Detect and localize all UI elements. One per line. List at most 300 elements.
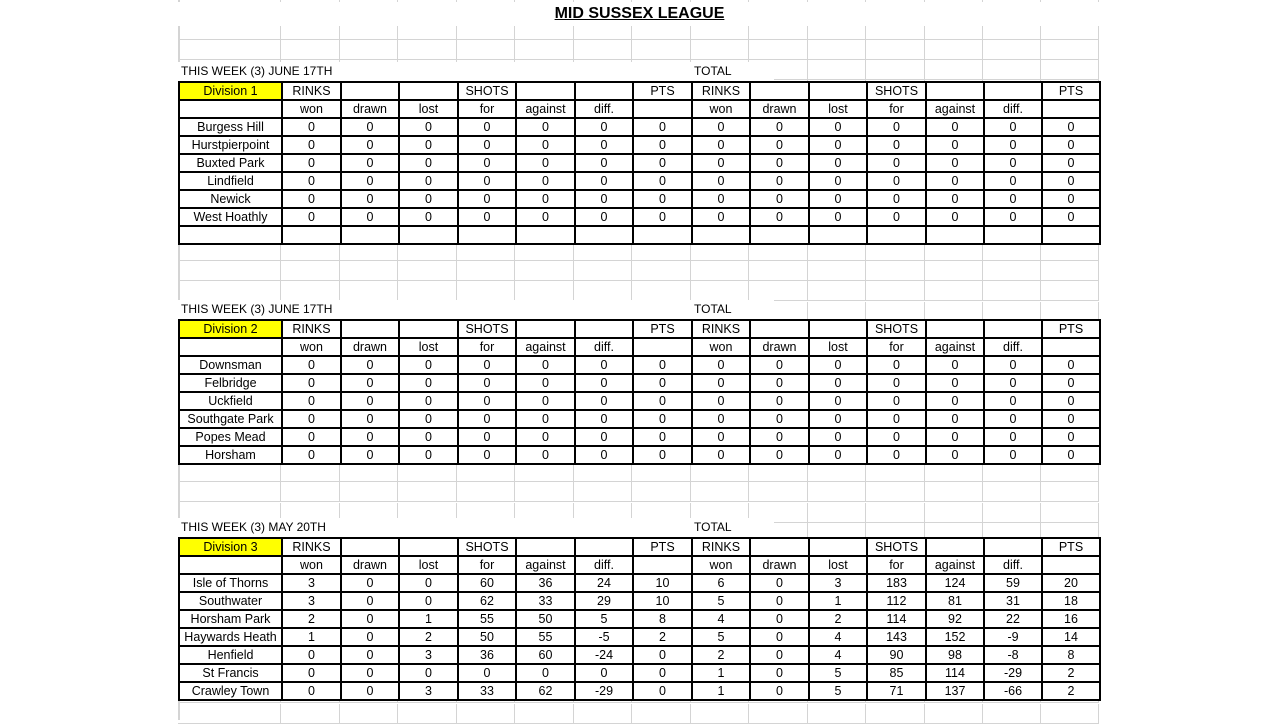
week-lost-cell: 0 (399, 410, 458, 428)
total-lost-cell: 0 (809, 428, 867, 446)
week-diff-cell: 0 (575, 118, 633, 136)
total-against-cell: 0 (926, 428, 984, 446)
week-won-cell: 0 (282, 356, 341, 374)
week-diff-cell: 0 (575, 428, 633, 446)
total-lost-cell: 0 (809, 410, 867, 428)
total-won-header: won (692, 338, 750, 356)
week-drawn-cell: 0 (341, 446, 399, 464)
blank-cell (516, 82, 575, 100)
table-row (179, 154, 1100, 172)
week-against-cell: 62 (516, 682, 575, 700)
week-won-cell: 0 (282, 682, 341, 700)
total-for-cell: 114 (867, 610, 926, 628)
total-drawn-cell: 0 (750, 190, 809, 208)
week-diff-cell: -24 (575, 646, 633, 664)
week-against-cell: 0 (516, 410, 575, 428)
total-pts-cell: 16 (1042, 610, 1100, 628)
won-header: won (282, 100, 341, 118)
week-pts-cell: 0 (633, 154, 692, 172)
blank-cell (1042, 226, 1100, 244)
total-for-cell: 90 (867, 646, 926, 664)
week-for-cell: 0 (458, 446, 516, 464)
diff-header: diff. (575, 338, 633, 356)
total-drawn-cell: 0 (750, 392, 809, 410)
team-name: Newick (179, 190, 282, 208)
total-lost-cell: 1 (809, 592, 867, 610)
week-won-cell: 0 (282, 392, 341, 410)
total-drawn-cell: 0 (750, 410, 809, 428)
total-drawn-cell: 0 (750, 682, 809, 700)
week-pts-cell: 0 (633, 356, 692, 374)
total-drawn-cell: 0 (750, 356, 809, 374)
team-name: Burgess Hill (179, 118, 282, 136)
total-diff-cell: 0 (984, 428, 1042, 446)
total-for-header: for (867, 556, 926, 574)
total-diff-cell: 22 (984, 610, 1042, 628)
total-against-header: against (926, 100, 984, 118)
total-pts-cell: 8 (1042, 646, 1100, 664)
total-drawn-header: drawn (750, 338, 809, 356)
total-for-cell: 0 (867, 446, 926, 464)
team-name: Felbridge (179, 374, 282, 392)
blank-cell (179, 338, 282, 356)
total-against-cell: 0 (926, 208, 984, 226)
total-drawn-cell: 0 (750, 136, 809, 154)
blank-cell (692, 226, 750, 244)
week-for-cell: 0 (458, 136, 516, 154)
total-diff-cell: -9 (984, 628, 1042, 646)
total-won-cell: 5 (692, 592, 750, 610)
week-drawn-cell: 0 (341, 610, 399, 628)
week-lost-cell: 0 (399, 208, 458, 226)
week-won-cell: 0 (282, 410, 341, 428)
week-drawn-cell: 0 (341, 574, 399, 592)
total-won-cell: 0 (692, 428, 750, 446)
total-won-cell: 0 (692, 446, 750, 464)
total-rinks-header: RINKS (692, 320, 750, 338)
total-against-cell: 0 (926, 356, 984, 374)
team-name: Horsham Park (179, 610, 282, 628)
team-name: Southwater (179, 592, 282, 610)
pts-header: PTS (633, 82, 692, 100)
week-drawn-cell: 0 (341, 208, 399, 226)
for-header: for (458, 338, 516, 356)
total-for-cell: 0 (867, 392, 926, 410)
week-drawn-cell: 0 (341, 190, 399, 208)
total-pts-header: PTS (1042, 82, 1100, 100)
total-rinks-header: RINKS (692, 538, 750, 556)
table-row (179, 428, 1100, 446)
blank-cell (282, 226, 341, 244)
team-name: Popes Mead (179, 428, 282, 446)
week-pts-cell: 0 (633, 664, 692, 682)
week-for-cell: 0 (458, 664, 516, 682)
total-pts-cell: 0 (1042, 374, 1100, 392)
week-for-cell: 0 (458, 356, 516, 374)
blank-cell (575, 538, 633, 556)
lost-header: lost (399, 338, 458, 356)
blank-row (179, 226, 1100, 244)
total-against-cell: 0 (926, 392, 984, 410)
week-against-cell: 0 (516, 118, 575, 136)
week-for-cell: 0 (458, 190, 516, 208)
week-diff-cell: -5 (575, 628, 633, 646)
pts-header: PTS (633, 320, 692, 338)
total-pts-cell: 0 (1042, 428, 1100, 446)
team-name: Downsman (179, 356, 282, 374)
week-lost-cell: 0 (399, 154, 458, 172)
total-pts-cell: 2 (1042, 682, 1100, 700)
blank-cell (867, 226, 926, 244)
week-diff-cell: 0 (575, 190, 633, 208)
total-pts-cell: 0 (1042, 118, 1100, 136)
shots-header: SHOTS (458, 538, 516, 556)
total-for-cell: 0 (867, 136, 926, 154)
week-diff-cell: 24 (575, 574, 633, 592)
total-for-cell: 71 (867, 682, 926, 700)
total-lost-cell: 0 (809, 154, 867, 172)
blank-cell (984, 82, 1042, 100)
total-drawn-cell: 0 (750, 446, 809, 464)
week-diff-cell: 0 (575, 374, 633, 392)
blank-cell (516, 538, 575, 556)
blank-cell (575, 320, 633, 338)
week-lost-cell: 0 (399, 374, 458, 392)
blank-cell (633, 226, 692, 244)
week-against-cell: 0 (516, 208, 575, 226)
week-for-cell: 33 (458, 682, 516, 700)
blank-cell (399, 82, 458, 100)
week-diff-cell: 0 (575, 208, 633, 226)
total-lost-cell: 0 (809, 356, 867, 374)
week-against-cell: 36 (516, 574, 575, 592)
total-diff-cell: 0 (984, 356, 1042, 374)
week-lost-cell: 0 (399, 118, 458, 136)
table-row (179, 682, 1100, 700)
total-for-cell: 0 (867, 118, 926, 136)
blank-cell (399, 538, 458, 556)
table-row (179, 374, 1100, 392)
week-for-cell: 0 (458, 374, 516, 392)
total-against-cell: 98 (926, 646, 984, 664)
blank-cell (633, 338, 692, 356)
blank-cell (809, 538, 867, 556)
total-won-cell: 0 (692, 374, 750, 392)
against-header: against (516, 338, 575, 356)
header-row (179, 538, 1100, 556)
week-pts-cell: 10 (633, 592, 692, 610)
week-pts-cell: 0 (633, 172, 692, 190)
shots-header: SHOTS (458, 320, 516, 338)
week-won-cell: 0 (282, 428, 341, 446)
week-drawn-cell: 0 (341, 428, 399, 446)
won-header: won (282, 338, 341, 356)
total-for-cell: 0 (867, 374, 926, 392)
week-drawn-cell: 0 (341, 682, 399, 700)
week-drawn-cell: 0 (341, 154, 399, 172)
total-won-cell: 1 (692, 682, 750, 700)
total-against-cell: 124 (926, 574, 984, 592)
division-table (178, 81, 1101, 245)
blank-cell (1042, 338, 1100, 356)
total-drawn-cell: 0 (750, 574, 809, 592)
table-row (179, 190, 1100, 208)
total-won-cell: 0 (692, 118, 750, 136)
blank-cell (1042, 556, 1100, 574)
total-won-cell: 2 (692, 646, 750, 664)
week-against-cell: 0 (516, 664, 575, 682)
total-drawn-header: drawn (750, 100, 809, 118)
total-for-cell: 0 (867, 172, 926, 190)
week-diff-cell: 0 (575, 136, 633, 154)
division-name: Division 2 (179, 320, 282, 338)
header-row (179, 82, 1100, 100)
week-diff-cell: 0 (575, 446, 633, 464)
week-lost-cell: 0 (399, 172, 458, 190)
total-lost-cell: 5 (809, 682, 867, 700)
total-pts-cell: 0 (1042, 190, 1100, 208)
week-against-cell: 60 (516, 646, 575, 664)
total-diff-header: diff. (984, 338, 1042, 356)
total-won-cell: 0 (692, 208, 750, 226)
total-lost-cell: 0 (809, 392, 867, 410)
pts-header: PTS (633, 538, 692, 556)
blank-cell (399, 226, 458, 244)
division-name: Division 1 (179, 82, 282, 100)
blank-cell (341, 82, 399, 100)
blank-cell (984, 320, 1042, 338)
total-diff-cell: 31 (984, 592, 1042, 610)
total-pts-cell: 0 (1042, 154, 1100, 172)
total-against-cell: 152 (926, 628, 984, 646)
subheader-row (179, 100, 1100, 118)
total-won-cell: 1 (692, 664, 750, 682)
total-pts-cell: 0 (1042, 136, 1100, 154)
week-lost-cell: 2 (399, 628, 458, 646)
week-pts-cell: 0 (633, 190, 692, 208)
total-diff-cell: 0 (984, 446, 1042, 464)
page-title: MID SUSSEX LEAGUE (178, 2, 1101, 26)
week-diff-cell: 0 (575, 410, 633, 428)
week-diff-cell: 0 (575, 172, 633, 190)
total-for-cell: 112 (867, 592, 926, 610)
total-for-header: for (867, 338, 926, 356)
diff-header: diff. (575, 556, 633, 574)
total-won-cell: 0 (692, 154, 750, 172)
subheader-row (179, 556, 1100, 574)
week-label: THIS WEEK (3) MAY 20TH (178, 518, 691, 537)
total-drawn-cell: 0 (750, 610, 809, 628)
blank-cell (179, 100, 282, 118)
week-pts-cell: 0 (633, 646, 692, 664)
table-row (179, 136, 1100, 154)
total-drawn-cell: 0 (750, 428, 809, 446)
week-pts-cell: 0 (633, 446, 692, 464)
blank-cell (809, 82, 867, 100)
week-pts-cell: 0 (633, 428, 692, 446)
total-pts-cell: 0 (1042, 208, 1100, 226)
week-drawn-cell: 0 (341, 136, 399, 154)
week-for-cell: 36 (458, 646, 516, 664)
total-won-header: won (692, 556, 750, 574)
blank-cell (341, 320, 399, 338)
blank-cell (633, 556, 692, 574)
table-row (179, 446, 1100, 464)
week-label: THIS WEEK (3) JUNE 17TH (178, 62, 691, 81)
week-against-cell: 0 (516, 172, 575, 190)
blank-cell (516, 320, 575, 338)
total-against-cell: 0 (926, 190, 984, 208)
week-won-cell: 0 (282, 118, 341, 136)
week-diff-cell: -29 (575, 682, 633, 700)
total-against-cell: 0 (926, 118, 984, 136)
subheader-row (179, 338, 1100, 356)
week-against-cell: 0 (516, 374, 575, 392)
week-lost-cell: 1 (399, 610, 458, 628)
total-drawn-cell: 0 (750, 374, 809, 392)
division-name: Division 3 (179, 538, 282, 556)
total-for-cell: 0 (867, 356, 926, 374)
week-won-cell: 3 (282, 574, 341, 592)
blank-cell (575, 82, 633, 100)
total-diff-cell: 0 (984, 190, 1042, 208)
total-rinks-header: RINKS (692, 82, 750, 100)
blank-cell (633, 100, 692, 118)
total-against-cell: 0 (926, 136, 984, 154)
blank-cell (516, 226, 575, 244)
total-diff-cell: 0 (984, 154, 1042, 172)
total-won-header: won (692, 100, 750, 118)
week-won-cell: 0 (282, 154, 341, 172)
week-drawn-cell: 0 (341, 646, 399, 664)
blank-cell (750, 538, 809, 556)
team-name: Uckfield (179, 392, 282, 410)
total-lost-header: lost (809, 100, 867, 118)
week-drawn-cell: 0 (341, 374, 399, 392)
table-row (179, 356, 1100, 374)
week-lost-cell: 3 (399, 682, 458, 700)
week-for-cell: 0 (458, 428, 516, 446)
total-label: TOTAL (691, 300, 774, 319)
total-won-cell: 0 (692, 172, 750, 190)
total-lost-cell: 0 (809, 136, 867, 154)
table-row (179, 172, 1100, 190)
week-for-cell: 0 (458, 172, 516, 190)
week-for-cell: 55 (458, 610, 516, 628)
blank-cell (809, 320, 867, 338)
week-for-cell: 0 (458, 410, 516, 428)
week-drawn-cell: 0 (341, 628, 399, 646)
blank-cell (750, 320, 809, 338)
total-for-cell: 143 (867, 628, 926, 646)
week-against-cell: 50 (516, 610, 575, 628)
week-diff-cell: 0 (575, 154, 633, 172)
total-lost-cell: 5 (809, 664, 867, 682)
week-pts-cell: 8 (633, 610, 692, 628)
total-won-cell: 4 (692, 610, 750, 628)
week-for-cell: 0 (458, 154, 516, 172)
blank-cell (399, 320, 458, 338)
week-against-cell: 0 (516, 356, 575, 374)
week-pts-cell: 0 (633, 118, 692, 136)
total-drawn-cell: 0 (750, 664, 809, 682)
total-diff-cell: -29 (984, 664, 1042, 682)
blank-cell (809, 226, 867, 244)
table-row (179, 574, 1100, 592)
table-row (179, 592, 1100, 610)
for-header: for (458, 100, 516, 118)
blank-cell (341, 226, 399, 244)
week-pts-cell: 0 (633, 392, 692, 410)
total-diff-header: diff. (984, 100, 1042, 118)
week-for-cell: 0 (458, 208, 516, 226)
total-lost-cell: 0 (809, 446, 867, 464)
total-lost-cell: 0 (809, 172, 867, 190)
drawn-header: drawn (341, 556, 399, 574)
total-lost-cell: 4 (809, 646, 867, 664)
week-pts-cell: 0 (633, 208, 692, 226)
total-pts-cell: 0 (1042, 410, 1100, 428)
total-diff-cell: 59 (984, 574, 1042, 592)
rinks-header: RINKS (282, 82, 341, 100)
team-name: West Hoathly (179, 208, 282, 226)
week-lost-cell: 0 (399, 190, 458, 208)
team-name: Lindfield (179, 172, 282, 190)
team-name: Henfield (179, 646, 282, 664)
total-label: TOTAL (691, 518, 774, 537)
total-won-cell: 6 (692, 574, 750, 592)
team-name: St Francis (179, 664, 282, 682)
total-for-cell: 0 (867, 190, 926, 208)
table-row (179, 392, 1100, 410)
week-drawn-cell: 0 (341, 392, 399, 410)
table-row (179, 118, 1100, 136)
week-against-cell: 0 (516, 446, 575, 464)
week-won-cell: 0 (282, 190, 341, 208)
total-pts-cell: 2 (1042, 664, 1100, 682)
rinks-header: RINKS (282, 538, 341, 556)
table-row (179, 208, 1100, 226)
blank-cell (575, 226, 633, 244)
team-name: Buxted Park (179, 154, 282, 172)
total-drawn-cell: 0 (750, 646, 809, 664)
week-diff-cell: 0 (575, 356, 633, 374)
total-lost-cell: 0 (809, 208, 867, 226)
total-against-cell: 0 (926, 410, 984, 428)
total-lost-header: lost (809, 338, 867, 356)
total-diff-cell: 0 (984, 118, 1042, 136)
blank-cell (984, 538, 1042, 556)
week-pts-cell: 2 (633, 628, 692, 646)
total-drawn-cell: 0 (750, 154, 809, 172)
week-pts-cell: 0 (633, 410, 692, 428)
total-pts-cell: 0 (1042, 356, 1100, 374)
total-against-cell: 0 (926, 172, 984, 190)
week-drawn-cell: 0 (341, 172, 399, 190)
total-against-cell: 92 (926, 610, 984, 628)
total-lost-cell: 3 (809, 574, 867, 592)
total-pts-cell: 20 (1042, 574, 1100, 592)
total-drawn-cell: 0 (750, 628, 809, 646)
for-header: for (458, 556, 516, 574)
table-row (179, 628, 1100, 646)
total-diff-cell: 0 (984, 208, 1042, 226)
lost-header: lost (399, 556, 458, 574)
total-won-cell: 0 (692, 392, 750, 410)
total-for-cell: 0 (867, 154, 926, 172)
week-lost-cell: 0 (399, 356, 458, 374)
total-diff-header: diff. (984, 556, 1042, 574)
